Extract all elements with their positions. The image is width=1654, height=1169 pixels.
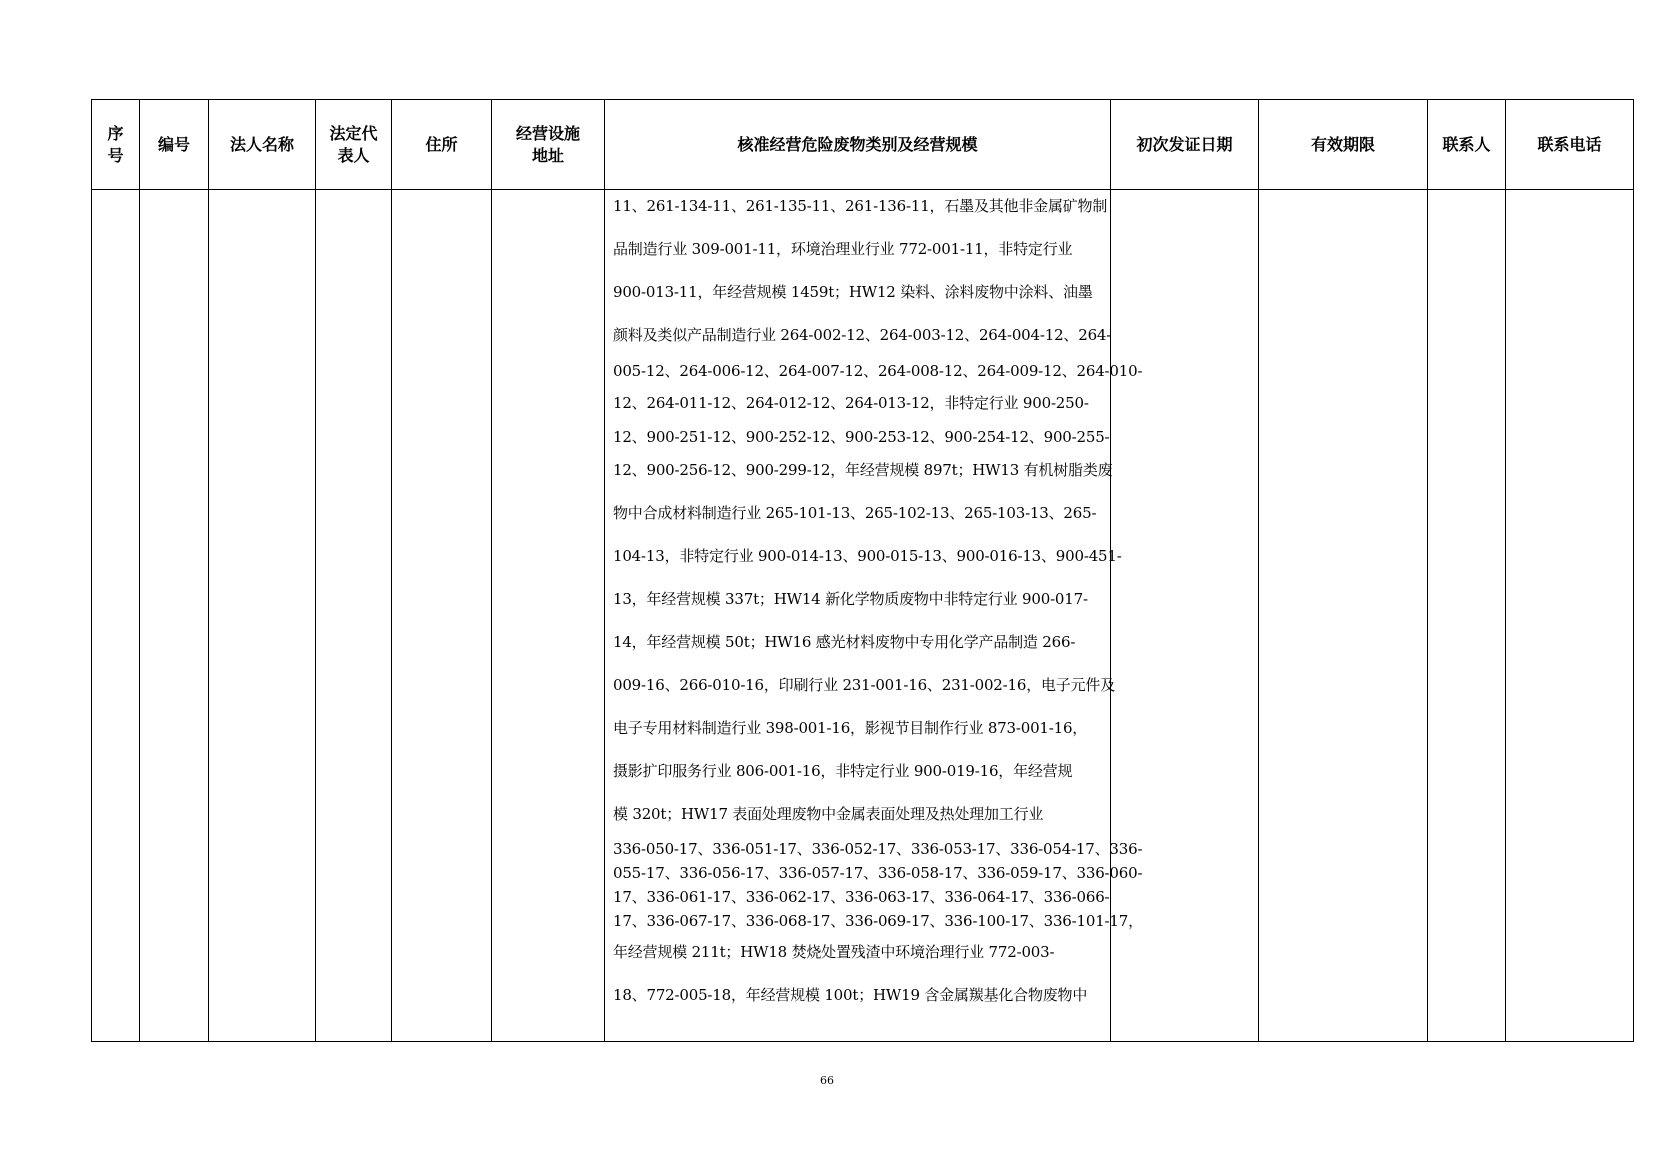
scope-line: 11、261-134-11、261-135-11、261-136-11，石墨及其他非金属矿物制 xyxy=(613,197,1108,215)
cell-scope xyxy=(605,190,1143,1042)
header-legal-name: 法人名称 xyxy=(209,100,316,190)
license-table xyxy=(91,99,1634,1042)
scope-line: 品制造行业 309-001-11，环境治理业行业 772-001-11，非特定行业 xyxy=(613,240,1073,258)
scope-line: 009-16、266-010-16，印刷行业 231-001-16、231-002-16，电子元件及 xyxy=(613,676,1116,694)
scope-line: 12、900-251-12、900-252-12、900-253-12、900-254-12、900-255- xyxy=(613,428,1110,446)
header-validity: 有效期限 xyxy=(1259,100,1428,190)
scope-line: 年经营规模 211t；HW18 焚烧处置残渣中环境治理行业 772-003- xyxy=(613,943,1055,961)
scope-line: 颜料及类似产品制造行业 264-002-12、264-003-12、264-004-12、264- xyxy=(613,326,1112,344)
cell-number xyxy=(140,190,209,1042)
scope-line: 18、772-005-18，年经营规模 100t；HW19 含金属羰基化合物废物中 xyxy=(613,986,1088,1004)
page-number: 66 xyxy=(820,1074,834,1087)
scope-line: 物中合成材料制造行业 265-101-13、265-102-13、265-103-13、265- xyxy=(613,504,1097,522)
scope-line: 13，年经营规模 337t；HW14 新化学物质废物中非特定行业 900-017- xyxy=(613,590,1088,608)
scope-line: 336-050-17、336-051-17、336-052-17、336-053-17、336-054-17、336- xyxy=(613,840,1143,858)
header-seq: 序 号 xyxy=(92,100,140,190)
header-legal-rep: 法定代 表人 xyxy=(316,100,392,190)
scope-line: 摄影扩印服务行业 806-001-16，非特定行业 900-019-16，年经营规 xyxy=(613,762,1073,780)
scope-line: 12、264-011-12、264-012-12、264-013-12，非特定行业 900-250- xyxy=(613,394,1089,412)
cell-seq xyxy=(92,190,140,1042)
scope-line: 104-13，非特定行业 900-014-13、900-015-13、900-016-13、900-451- xyxy=(613,547,1122,565)
header-number: 编号 xyxy=(140,100,209,190)
header-phone: 联系电话 xyxy=(1506,100,1634,190)
header-contact: 联系人 xyxy=(1428,100,1506,190)
scope-line: 电子专用材料制造行业 398-001-16，影视节目制作行业 873-001-16， xyxy=(613,719,1088,737)
cell-contact xyxy=(1428,190,1506,1042)
header-first-issue-date: 初次发证日期 xyxy=(1111,100,1259,190)
scope-line: 17、336-061-17、336-062-17、336-063-17、336-064-17、336-066- xyxy=(613,888,1110,906)
scope-line: 17、336-067-17、336-068-17、336-069-17、336-100-17、336-101-17， xyxy=(613,912,1143,930)
cell-facility-address xyxy=(492,190,605,1042)
cell-address xyxy=(392,190,492,1042)
cell-phone xyxy=(1506,190,1634,1042)
scope-line: 12、900-256-12、900-299-12，年经营规模 897t；HW13 有机树脂类废 xyxy=(613,461,1113,479)
cell-legal-rep xyxy=(316,190,392,1042)
header-address: 住所 xyxy=(392,100,492,190)
scope-line: 055-17、336-056-17、336-057-17、336-058-17、336-059-17、336-060- xyxy=(613,864,1143,882)
scope-line: 模 320t；HW17 表面处理废物中金属表面处理及热处理加工行业 xyxy=(613,805,1044,823)
scope-line: 005-12、264-006-12、264-007-12、264-008-12、264-009-12、264-010- xyxy=(613,362,1143,380)
header-scope: 核准经营危险废物类别及经营规模 xyxy=(605,100,1111,190)
scope-line: 900-013-11，年经营规模 1459t；HW12 染料、涂料废物中涂料、油墨 xyxy=(613,283,1093,301)
cell-validity xyxy=(1259,190,1428,1042)
header-facility-address: 经营设施 地址 xyxy=(492,100,605,190)
table-row xyxy=(92,190,1634,1042)
header-row xyxy=(92,100,1634,190)
scope-line: 14，年经营规模 50t；HW16 感光材料废物中专用化学产品制造 266- xyxy=(613,633,1076,651)
cell-legal-name xyxy=(209,190,316,1042)
